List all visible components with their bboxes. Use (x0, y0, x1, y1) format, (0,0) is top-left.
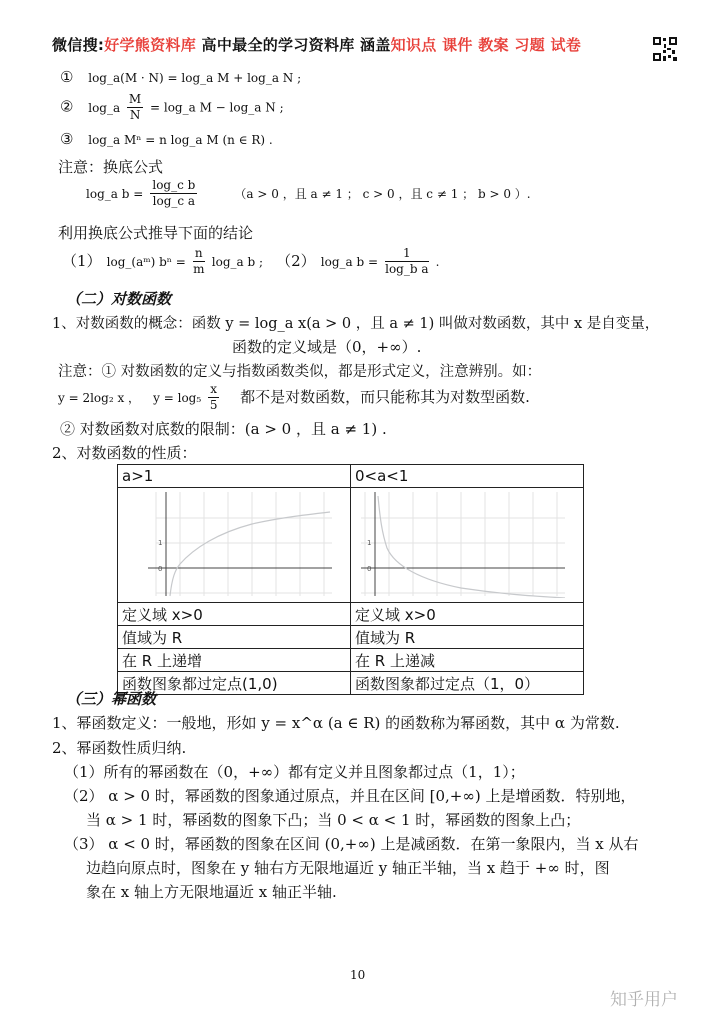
change-base-fraction (150, 178, 197, 209)
example-1: y = 2log₂ x ， (58, 391, 141, 405)
log-properties-table (117, 464, 584, 695)
qr-code-icon (652, 36, 678, 62)
note-change-base-label: 注意：换底公式 (58, 158, 164, 176)
header-a-gt-1: a>1 (118, 465, 351, 488)
page-header (52, 34, 581, 55)
formula-2 (60, 92, 284, 123)
derived-2-left: log_a b = (320, 255, 379, 269)
header-middle: 高中最全的学习资料库 涵盖 (196, 36, 391, 54)
derived-2-end: . (435, 255, 440, 269)
fraction-denominator: m (193, 262, 205, 276)
derived-1-fraction (193, 246, 205, 277)
log-function-definition-line-2: 函数的定义域是（0，+∞）. (232, 338, 422, 356)
fraction-numerator: x (210, 382, 218, 396)
formula-2-fraction (127, 92, 143, 123)
formula-1 (60, 68, 301, 86)
fraction-numerator: 1 (385, 246, 428, 262)
fraction-denominator: log_b a (385, 262, 429, 276)
power-function-properties-label: 2、幂函数性质归纳. (52, 739, 187, 757)
derived-results (62, 246, 439, 277)
formula-3 (60, 130, 273, 148)
formula-2-left: log_a (88, 100, 121, 115)
power-property-3: （3） α < 0 时，幂函数的图象在区间 (0,+∞) 上是减函数．在第一象限内，当 x 从右 (64, 835, 639, 853)
header-a-lt-1: 0<a<1 (351, 465, 584, 488)
derived-2-label: （2） (276, 252, 316, 270)
log-curve-increasing (170, 512, 330, 596)
derived-1-left: log_(aᵐ) bⁿ = (106, 255, 186, 269)
table-cell: 值域为 R (118, 626, 351, 649)
derive-label: 利用换底公式推导下面的结论 (58, 224, 254, 242)
properties-label: 2、对数函数的性质： (52, 444, 197, 462)
tick-label: 1 (367, 539, 372, 547)
tick-label: 0 (367, 565, 372, 573)
section-3-title: （三）幂函数 (66, 690, 157, 708)
fraction-denominator: 5 (209, 398, 218, 412)
power-property-2-cont: 当 α > 1 时，幂函数的图象下凸；当 0 < α < 1 时，幂函数的图象上凸； (86, 811, 581, 829)
derived-1-label: （1） (62, 252, 102, 270)
formula-1-text: log_a(M · N) = log_a M + log_a N ; (88, 71, 302, 85)
example-2-fraction (208, 382, 219, 413)
change-base-conditions: （a > 0 ，且 a ≠ 1 ； c > 0 ，且 c ≠ 1 ； b > 0 ）. (234, 187, 531, 201)
log-function-definition-line-1: 1、对数函数的概念：函数 y = log_a x(a > 0 ，且 a ≠ 1) 叫做对数函数，其中 x 是自变量， (52, 316, 660, 332)
fraction-numerator: M (128, 92, 142, 106)
power-function-definition: 1、幂函数定义：一般地，形如 y = x^α (a ∈ R) 的函数称为幂函数，其中 α 为常数. (52, 714, 620, 732)
log-curve-decreasing (378, 496, 565, 598)
graph-increasing-cell (118, 488, 351, 603)
graph-decreasing-cell (351, 488, 584, 603)
note-2: ② 对数函数对底数的限制：(a > 0 ，且 a ≠ 1) . (60, 420, 387, 438)
formula-2-right: = log_a M − log_a N ; (150, 100, 284, 115)
change-base-left: log_a b = (86, 187, 144, 201)
change-of-base-formula (86, 178, 531, 209)
tick-label: 0 (158, 565, 163, 573)
page-number: 10 (350, 968, 366, 982)
derived-2-fraction (385, 246, 428, 277)
power-property-2: （2） α > 0 时，幂函数的图象通过原点，并且在区间 [0,+∞) 上是增函数．特别地， (64, 787, 636, 805)
header-topics: 知识点 课件 教案 习题 试卷 (390, 36, 582, 54)
tick-label: 1 (158, 539, 163, 547)
formula-3-text: log_a Mⁿ = n log_a M (n ∈ R) . (88, 133, 273, 147)
power-property-3-cont-2: 象在 x 轴上方无限地逼近 x 轴正半轴. (86, 883, 337, 901)
fraction-numerator: n (194, 246, 203, 260)
table-cell: 定义域 x>0 (351, 603, 584, 626)
table-cell: 定义域 x>0 (118, 603, 351, 626)
table-cell: 函数图象都过定点（1，0） (351, 672, 584, 695)
formula-2-number: ② (60, 97, 74, 116)
formula-1-number: ① (60, 68, 74, 86)
note-1-examples (58, 382, 530, 413)
header-brand: 好学熊资料库 (104, 36, 197, 54)
note-1: 注意：① 对数函数的定义与指数函数类似，都是形式定义，注意辨别。如： (58, 364, 542, 380)
log-graph-decreasing (351, 488, 575, 598)
fraction-denominator: log_c a (152, 194, 196, 208)
table-cell: 函数图象都过定点(1,0) (118, 672, 351, 695)
fraction-numerator: log_c b (152, 178, 196, 192)
header-prefix: 微信搜: (52, 36, 105, 54)
section-2-title: （二）对数函数 (66, 290, 172, 308)
table-cell: 在 R 上递减 (351, 649, 584, 672)
watermark: 知乎用户 (610, 990, 678, 1010)
derived-1-right: log_a b ; (211, 255, 264, 269)
power-property-3-cont-1: 边趋向原点时，图象在 y 轴右方无限地逼近 y 轴正半轴，当 x 趋于 +∞ 时，图 (86, 859, 610, 877)
power-property-1: （1）所有的幂函数在（0，+∞）都有定义并且图象都过点（1，1）； (64, 763, 525, 781)
formula-3-number: ③ (60, 130, 74, 148)
note-1-tail: 都不是对数函数，而只能称其为对数型函数. (240, 388, 530, 406)
fraction-denominator: N (129, 108, 141, 122)
example-2-left: y = log₅ (153, 391, 202, 405)
table-cell: 值域为 R (351, 626, 584, 649)
table-cell: 在 R 上递增 (118, 649, 351, 672)
log-graph-increasing (118, 488, 342, 598)
